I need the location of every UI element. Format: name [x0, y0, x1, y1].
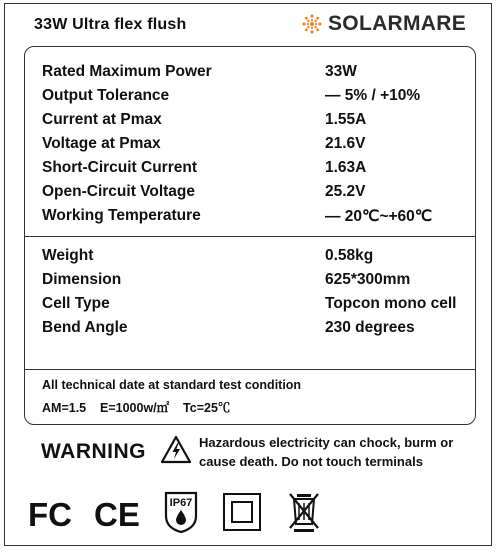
ce-mark-text: CE: [94, 498, 140, 530]
section-divider: [25, 369, 475, 370]
spec-label: Rated Maximum Power: [42, 63, 212, 80]
section-divider: [25, 236, 475, 237]
electric-hazard-icon: [160, 435, 192, 465]
spec-value: 21.6V: [325, 135, 366, 152]
spec-label: Open-Circuit Voltage: [42, 183, 196, 200]
ip67-text: IP67: [169, 497, 193, 509]
warning-section: [24, 425, 476, 483]
certification-marks: [28, 490, 328, 540]
warning-label: WARNING: [41, 440, 146, 463]
spec-value: 230 degrees: [325, 319, 415, 336]
spec-value: 625*300mm: [325, 271, 411, 288]
spec-label: Working Temperature: [42, 207, 201, 224]
spec-label: Voltage at Pmax: [42, 135, 161, 152]
fc-mark-text: FC: [28, 498, 72, 530]
spec-value: 25.2V: [325, 183, 366, 200]
fc-mark-icon: [28, 498, 74, 530]
warning-text: [199, 433, 479, 471]
product-title: 33W Ultra flex flush: [34, 16, 187, 33]
warning-text-line: Hazardous electricity can chock, burm or: [199, 435, 454, 450]
spec-label: Weight: [42, 247, 94, 264]
spec-label: Dimension: [42, 271, 122, 288]
spec-value: 0.58kg: [325, 247, 374, 264]
spec-value: 1.55A: [325, 111, 367, 128]
warning-text-line: cause death. Do not touch terminals: [199, 454, 423, 469]
spec-value: — 20℃~+60℃: [325, 208, 433, 225]
double-insulation-icon: [222, 492, 262, 532]
spec-label: Bend Angle: [42, 319, 128, 336]
brand-name: SOLARMARE: [328, 12, 467, 35]
test-condition-values: AM=1.5 E=1000w/㎡ Tc=25℃: [42, 401, 231, 415]
ce-mark-icon: [94, 498, 142, 530]
spec-value: 1.63A: [325, 159, 367, 176]
test-condition-note: All technical date at standard test condition: [42, 378, 302, 392]
spec-panel: [24, 46, 476, 425]
weee-bin-icon: [286, 490, 322, 534]
spec-label: Output Tolerance: [42, 87, 170, 104]
spec-value: — 5% / +10%: [325, 87, 421, 104]
spec-label: Current at Pmax: [42, 111, 162, 128]
sun-logo-icon: [300, 12, 324, 36]
ip67-icon: [162, 490, 200, 534]
spec-label: Cell Type: [42, 295, 110, 312]
spec-value: 33W: [325, 63, 357, 80]
brand-logo: [300, 12, 466, 36]
spec-label: Short-Circuit Current: [42, 159, 197, 176]
spec-value: Topcon mono cell: [325, 295, 457, 312]
